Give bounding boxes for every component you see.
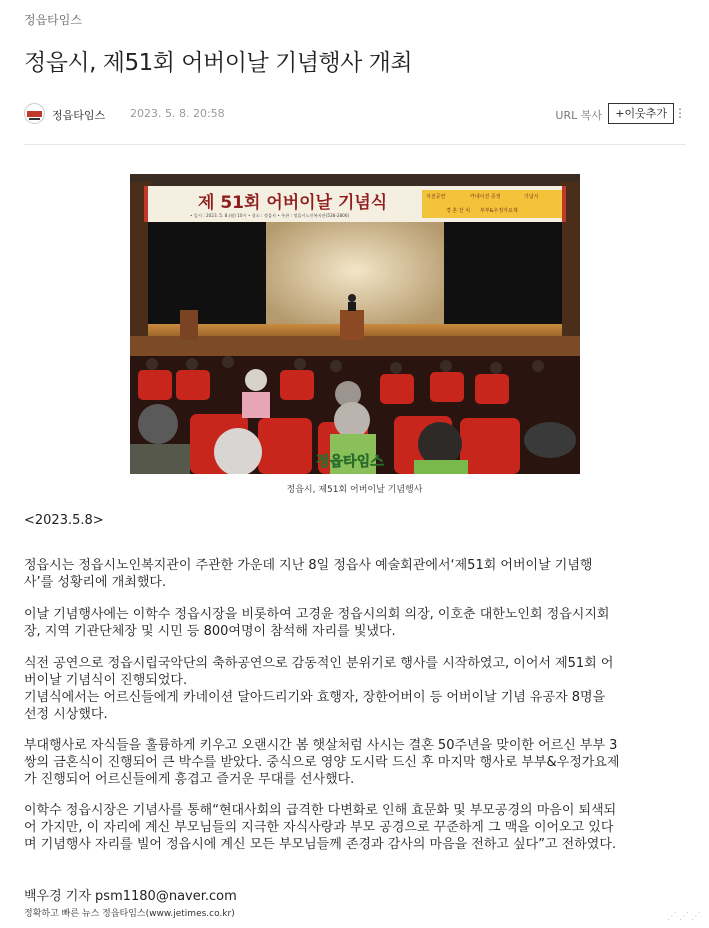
photo-watermark: 정읍타임스 [316,454,384,470]
banner-tag: 식전공연 [426,194,446,200]
add-neighbor-button[interactable]: +이웃추가 [608,103,674,124]
paragraph-line: 장, 지역 기관단체장 및 시민 등 800여명이 참석해 자리를 빛냈다. [24,624,396,639]
paragraph-line: 부대행사로 자식들을 훌륭하게 키우고 오랜시간 봄 햇살처럼 사시는 결혼 50주년을 맞이한 어르신 부부 3 [24,738,618,753]
paragraph-line: 어 가지만, 이 자리에 계신 부모님들의 지극한 자식사랑과 부모 공경으로 꾸준하게 그 맥을 이어오고 있다 [24,820,614,835]
paragraph-line: 버이날 기념식이 진행되었다. [24,673,188,688]
author-avatar[interactable] [24,103,45,124]
paragraph-line: 정읍시는 정읍시노인복지관이 주관한 가운데 지난 8일 정읍사 예술회관에서‘제51회 어버이날 기념행 [24,558,593,573]
article-paragraph [24,655,686,723]
banner-tag: 경 혼 잔 치 [446,208,471,214]
blog-category[interactable]: 정읍타임스 [24,13,82,27]
paragraph-line: 기념식에서는 어르신들에게 카네이션 달아드리기와 효행자, 장한어버이 등 어버이날 기념 유공자 8명을 [24,690,606,705]
photo-caption: 정읍시, 제51회 어버이날 기념행사 [286,485,423,495]
paragraph-line: 선정 시상했다. [24,707,108,722]
article-paragraph [24,606,686,640]
reporter-byline: 백우경 기자 psm1180@naver.com [24,889,237,904]
url-copy-button[interactable]: URL 복사 [555,109,602,122]
post-title: 정읍시, 제51회 어버이날 기념행사 개최 [24,50,413,76]
banner-tag: 부부&우정가요제 [480,208,518,214]
header-divider [24,144,686,145]
post-date: 2023. 5. 8. 20:58 [130,107,225,120]
banner-info: • 일시 : 2023. 5. 8.(월) 10시 • 장소 : 정읍사 • 주관 : 정읍시노인복지관(538-2806) [190,213,350,218]
author-name[interactable]: 정읍타임스 [52,109,106,122]
paragraph-line: 식전 공연으로 정읍시립국악단의 축하공연으로 감동적인 분위기로 행사를 시작하였고, 이어서 제51회 어 [24,656,614,671]
paragraph-line: 쌍의 금혼식이 진행되어 큰 박수를 받았다. 중식으로 영양 도시락 드신 후 마지막 행사로 부부&우정가요제 [24,755,620,770]
article-paragraph [24,557,686,591]
paragraph-line: 이날 기념행사에는 이학수 정읍시장을 비롯하여 고경윤 정읍시의회 의장, 이호춘 대한노인회 정읍시지회 [24,607,610,622]
date-tag: <2023.5.8> [24,513,104,528]
article-paragraph [24,737,686,788]
event-photo[interactable] [130,174,580,474]
paragraph-line: 사’를 성황리에 개최했다. [24,575,167,590]
banner-tag: 카네이션 증정 [470,194,501,200]
footer-credit: 정확하고 빠른 뉴스 정읍타임스(www.jetimes.co.kr) [24,909,235,919]
paragraph-line: 가 진행되어 어르신들에게 흥겹고 즐거운 무대를 선사했다. [24,772,355,787]
corner-dots-icon: ⋰⋰⋰ [667,911,703,922]
banner-title: 제 51회 어버이날 기념식 [198,193,388,213]
banner-tag: 기념식 [524,194,539,200]
paragraph-line: 며 기념행사 자리를 빌어 정읍시에 계신 모든 부모님들께 존경과 감사의 마음을 전하고 싶다”고 전하였다. [24,837,617,852]
post-meta [24,103,686,125]
more-options-icon[interactable]: ⋮ [674,106,686,120]
article-paragraph [24,802,686,853]
paragraph-line: 이학수 정읍시장은 기념사를 통해“현대사회의 급격한 다변화로 인해 효문화 및 부모공경의 마음이 퇴색되 [24,803,617,818]
